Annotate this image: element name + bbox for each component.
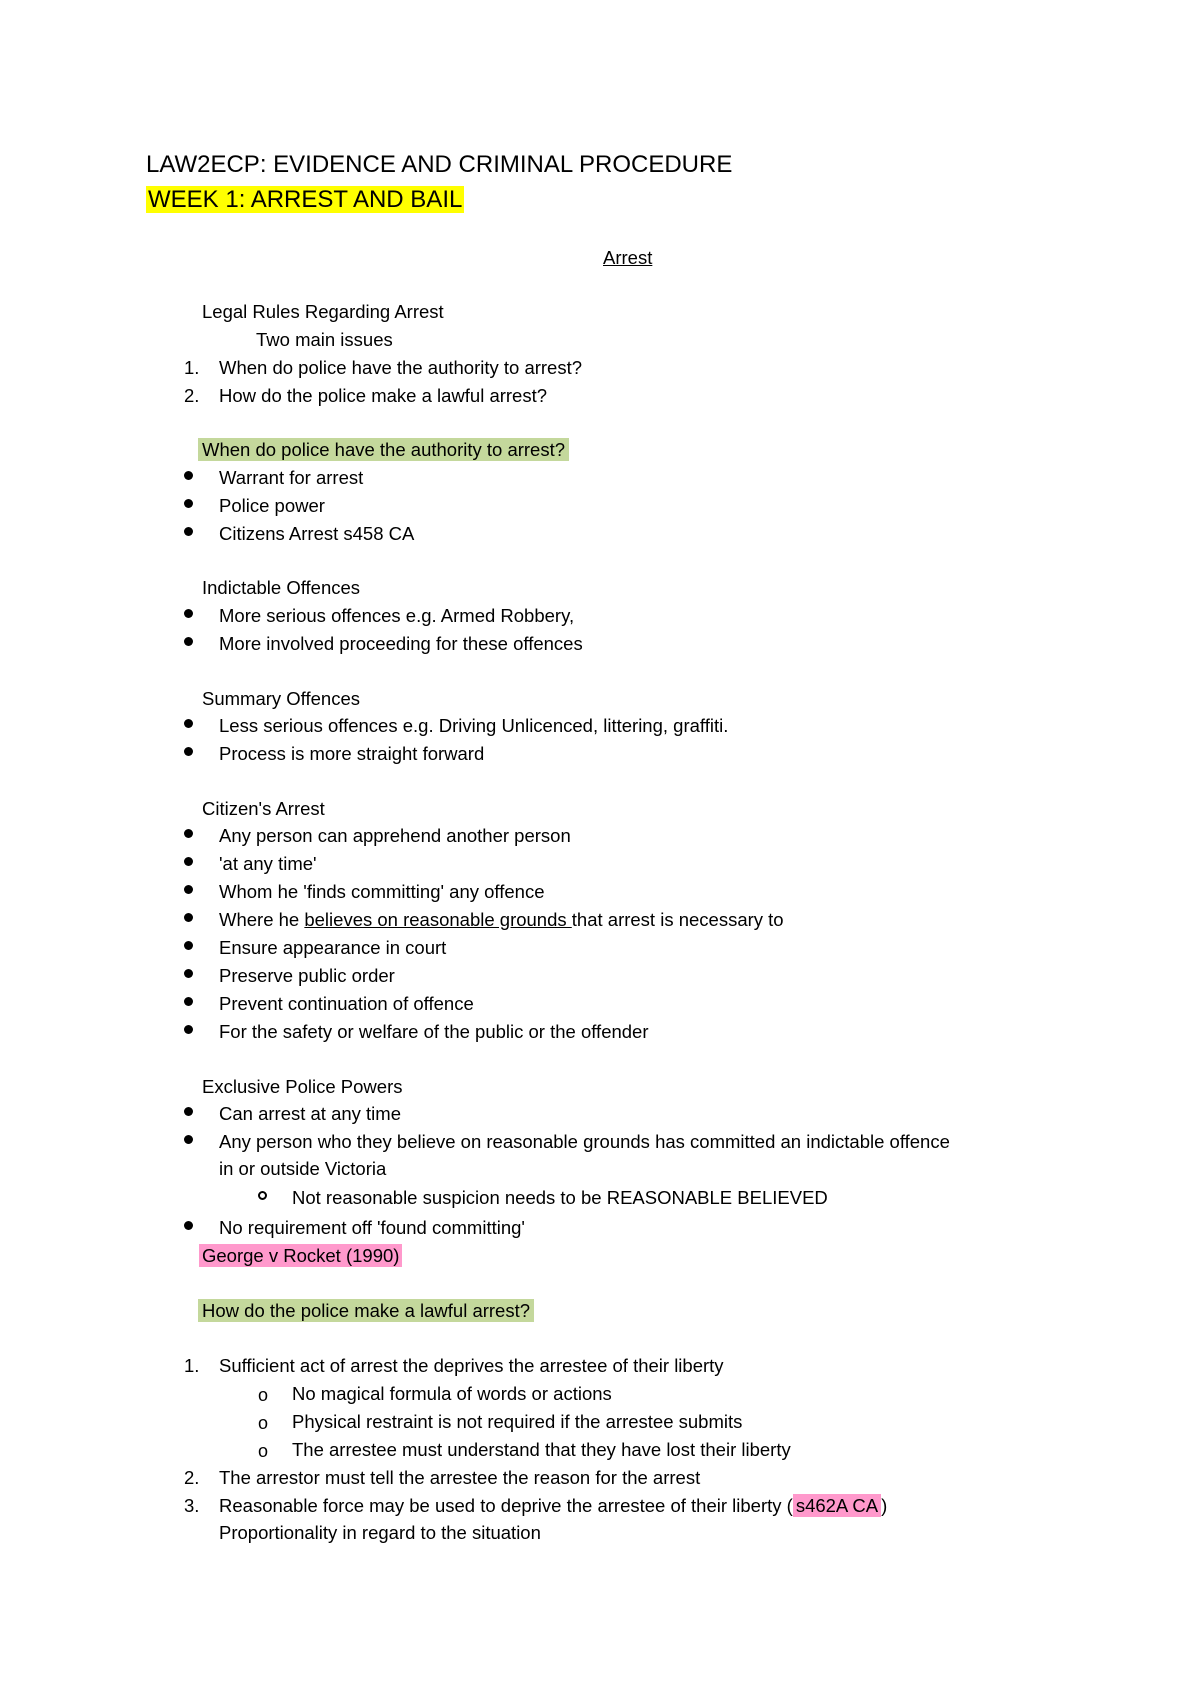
list-number: 3. (184, 1495, 200, 1516)
list-item: Any person can apprehend another person (219, 825, 571, 846)
bullet-icon (184, 997, 193, 1006)
list-item (219, 1495, 887, 1517)
bullet-icon (184, 499, 193, 508)
list-item: Any person who they believe on reasonable grounds has committed an indictable offence (219, 1131, 950, 1152)
list-item: Less serious offences e.g. Driving Unlicenced, littering, graffiti. (219, 715, 729, 736)
list-item: No requirement off 'found committing' (219, 1217, 525, 1238)
list-item: Preserve public order (219, 965, 395, 986)
list-item: Sufficient act of arrest the deprives the arrestee of their liberty (219, 1355, 724, 1376)
bullet-icon (184, 471, 193, 480)
indictable-heading: Indictable Offences (202, 577, 361, 598)
list-item: Whom he 'finds committing' any offence (219, 881, 545, 902)
list-item: Citizens Arrest s458 CA (219, 523, 415, 544)
week-title-highlight: WEEK 1: ARREST AND BAIL (148, 186, 463, 213)
bullet-icon (184, 941, 193, 950)
sub-bullet-marker: o (258, 1385, 269, 1405)
section-ref-highlight: s462A CA (793, 1494, 881, 1517)
circle-bullet-icon (258, 1191, 267, 1200)
list-item (219, 909, 784, 931)
bullet-icon (184, 1107, 193, 1116)
list-item: More serious offences e.g. Armed Robbery, (219, 605, 575, 626)
exclusive-heading: Exclusive Police Powers (202, 1076, 403, 1097)
list-item: Police power (219, 495, 325, 516)
list-item: Process is more straight forward (219, 743, 485, 764)
list-item-continuation: Proportionality in regard to the situation (219, 1522, 541, 1543)
citizens-heading: Citizen's Arrest (202, 798, 325, 819)
case-citation (199, 1245, 402, 1267)
authority-heading (198, 439, 569, 461)
list-number: 1. (184, 357, 200, 378)
summary-heading: Summary Offences (202, 688, 360, 709)
bullet-icon (184, 719, 193, 728)
bullet-icon (184, 609, 193, 618)
course-title: LAW2ECP: EVIDENCE AND CRIMINAL PROCEDURE (146, 151, 733, 178)
list-item: For the safety or welfare of the public or the offender (219, 1021, 649, 1042)
list-item: Warrant for arrest (219, 467, 364, 488)
bullet-icon (184, 857, 193, 866)
list-item-text: Reasonable force may be used to deprive the arrestee of their liberty ( (219, 1495, 793, 1516)
bullet-icon (184, 913, 193, 922)
list-number: 1. (184, 1355, 200, 1376)
list-item: Can arrest at any time (219, 1103, 401, 1124)
bullet-icon (184, 747, 193, 756)
list-item-text: that arrest is necessary to (571, 909, 784, 930)
list-item: Ensure appearance in court (219, 937, 447, 958)
list-item: When do police have the authority to arrest? (219, 357, 583, 378)
list-item: Prevent continuation of offence (219, 993, 474, 1014)
bullet-icon (184, 1025, 193, 1034)
bullet-icon (184, 1221, 193, 1230)
bullet-icon (184, 1135, 193, 1144)
sub-bullet-marker: o (258, 1441, 269, 1461)
list-number: 2. (184, 385, 200, 406)
list-number: 2. (184, 1467, 200, 1488)
legal-rules-heading: Legal Rules Regarding Arrest (202, 301, 444, 322)
list-item: 'at any time' (219, 853, 317, 874)
list-item: More involved proceeding for these offences (219, 633, 583, 654)
sub-list-item: Not reasonable suspicion needs to be REASONABLE BELIEVED (292, 1187, 828, 1208)
list-item: The arrestor must tell the arrestee the reason for the arrest (219, 1467, 701, 1488)
bullet-icon (184, 527, 193, 536)
list-item-text: Where he (219, 909, 300, 930)
sub-list-item: The arrestee must understand that they have lost their liberty (292, 1439, 791, 1460)
list-item-text: ) (881, 1495, 888, 1516)
sub-list-item: Physical restraint is not required if the arrestee submits (292, 1411, 743, 1432)
sub-bullet-marker: o (258, 1413, 269, 1433)
week-title (146, 185, 464, 215)
bullet-icon (184, 829, 193, 838)
list-item-continuation: in or outside Victoria (219, 1158, 387, 1179)
lawful-heading (198, 1300, 534, 1322)
bullet-icon (184, 885, 193, 894)
section-heading: Arrest (603, 247, 653, 268)
authority-heading-highlight: When do police have the authority to arrest? (198, 438, 569, 461)
lawful-heading-highlight: How do the police make a lawful arrest? (198, 1299, 534, 1322)
sub-list-item: No magical formula of words or actions (292, 1383, 612, 1404)
list-item: How do the police make a lawful arrest? (219, 385, 548, 406)
case-highlight: George v Rocket (1990) (199, 1244, 402, 1267)
bullet-icon (184, 637, 193, 646)
bullet-icon (184, 969, 193, 978)
underlined-phrase: believes on reasonable grounds (304, 909, 572, 930)
legal-rules-subheading: Two main issues (256, 329, 393, 350)
